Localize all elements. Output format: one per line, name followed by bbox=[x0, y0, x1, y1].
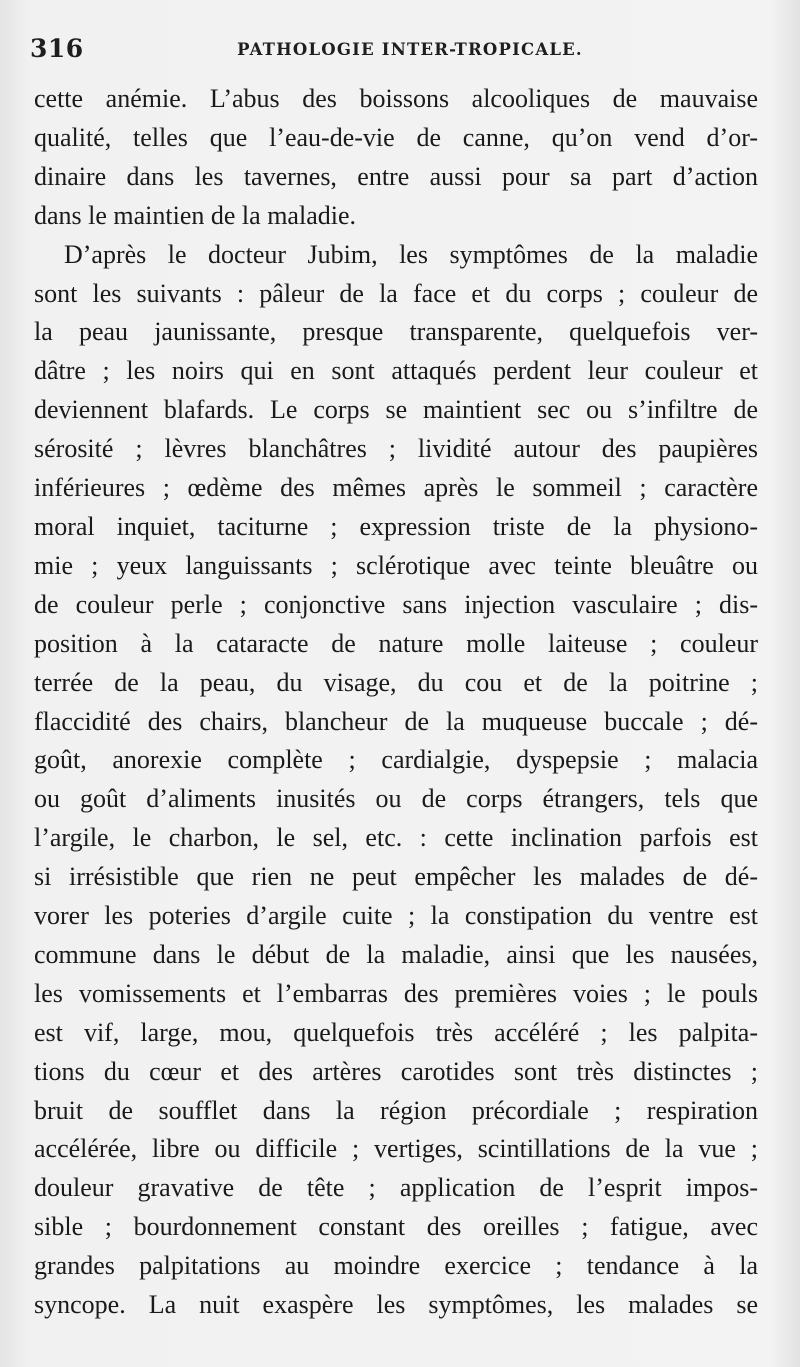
text-line: accélérée, libre ou difficile ; vertiges, scintillations de la vue ; bbox=[34, 1134, 758, 1164]
text-line: goût, anorexie complète ; cardialgie, dyspepsie ; malacia bbox=[34, 745, 758, 775]
text-line: dinaire dans les tavernes, entre aussi pour sa part d’action bbox=[34, 161, 758, 191]
text-line: les vomissements et l’embarras des premières voies ; le pouls bbox=[34, 978, 758, 1008]
text-line: position à la cataracte de nature molle laiteuse ; couleur bbox=[34, 628, 758, 658]
text-line: tions du cœur et des artères carotides sont très distinctes ; bbox=[34, 1056, 758, 1086]
text-line: mie ; yeux languissants ; sclérotique avec teinte bleuâtre ou bbox=[34, 550, 758, 580]
text-line: qualité, telles que l’eau-de-vie de canne, qu’on vend d’or- bbox=[34, 122, 758, 152]
text-line: dans le maintien de la maladie. bbox=[34, 200, 356, 230]
text-line: sont les suivants : pâleur de la face et du corps ; couleur de bbox=[34, 278, 758, 308]
text-line: vorer les poteries d’argile cuite ; la constipation du ventre est bbox=[34, 901, 758, 931]
text-line: est vif, large, mou, quelquefois très accéléré ; les palpita- bbox=[34, 1017, 758, 1047]
text-line: commune dans le début de la maladie, ainsi que les nausées, bbox=[34, 939, 758, 969]
text-line: cette anémie. L’abus des boissons alcooliques de mauvaise bbox=[34, 84, 758, 113]
text-line: bruit de soufflet dans la région précordiale ; respiration bbox=[34, 1095, 758, 1125]
paragraph-2 bbox=[34, 236, 758, 1325]
text-line: inférieures ; œdème des mêmes après le sommeil ; caractère bbox=[34, 473, 758, 503]
text-line: sible ; bourdonnement constant des oreilles ; fatigue, avec bbox=[34, 1212, 758, 1242]
text-line: deviennent blafards. Le corps se maintient sec ou s’infiltre de bbox=[34, 395, 758, 425]
page-number: 316 bbox=[30, 34, 84, 63]
text-line: terrée de la peau, du visage, du cou et de la poitrine ; bbox=[34, 667, 758, 697]
paragraph-1 bbox=[34, 80, 758, 236]
text-line: la peau jaunissante, presque transparente, quelquefois ver- bbox=[34, 317, 758, 347]
text-line: de couleur perle ; conjonctive sans injection vasculaire ; dis- bbox=[34, 589, 758, 619]
text-line: flaccidité des chairs, blancheur de la muqueuse buccale ; dé- bbox=[34, 706, 758, 736]
text-line: moral inquiet, taciturne ; expression triste de la physiono- bbox=[34, 511, 758, 541]
text-line: grandes palpitations au moindre exercice ; tendance à la bbox=[34, 1251, 758, 1281]
text-line: si irrésistible que rien ne peut empêcher les malades de dé- bbox=[34, 862, 758, 892]
text-line: D’après le docteur Jubim, les symptômes de la maladie bbox=[64, 239, 758, 269]
running-head: PATHOLOGIE INTER-TROPICALE. bbox=[237, 40, 583, 59]
text-line: dâtre ; les noirs qui en sont attaqués perdent leur couleur et bbox=[34, 356, 758, 386]
page-header bbox=[30, 34, 770, 70]
text-line: sérosité ; lèvres blanchâtres ; lividité autour des paupières bbox=[34, 434, 758, 464]
text-line: douleur gravative de tête ; application de l’esprit impos- bbox=[34, 1173, 758, 1203]
text-line: syncope. La nuit exaspère les symptômes, les malades se bbox=[34, 1290, 758, 1320]
text-line: l’argile, le charbon, le sel, etc. : cette inclination parfois est bbox=[34, 823, 758, 853]
text-line: ou goût d’aliments inusités ou de corps étrangers, tels que bbox=[34, 784, 758, 814]
body-text bbox=[34, 80, 758, 1325]
